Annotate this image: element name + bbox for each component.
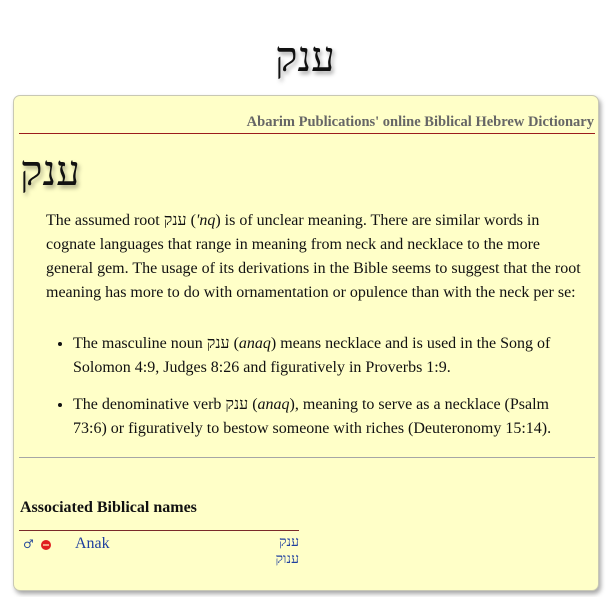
hebrew-form[interactable]: ענוק [275, 552, 299, 567]
meaning-transliteration: anaq [238, 335, 271, 352]
dictionary-card [13, 95, 599, 591]
name-row-anak [19, 534, 299, 570]
male-icon: ♂ [23, 537, 34, 551]
root-transliteration: 'nq [195, 212, 216, 229]
entry-heading: ענק [20, 149, 80, 195]
meaning-text-end: ) means necklace and is used in the Song of Solomon 4:9, Judges 8:26 and figuratively in Proverbs 1:9. [73, 335, 551, 376]
list-item [73, 393, 586, 441]
site-name[interactable]: Abarim Publications' online Biblical Hebrew Dictionary [246, 114, 594, 130]
intro-text-end: ) is of unclear meaning. There are similar words in cognate languages that range in meaning from neck and necklace to the more general gem. The usage of its derivations in the Bible seems to suggest that the root meaning has more to do with ornamentation or opulence than with the neck per se: [46, 212, 581, 301]
meaning-open-paren: ( [229, 335, 239, 352]
meaning-text-end: ), meaning to serve as a necklace (Psalm 73:6) or figuratively to bestow someone with riches (Deuteronomy 15:14). [73, 396, 552, 437]
intro-open-paren: ( [186, 212, 196, 229]
meanings-list [46, 332, 586, 454]
meaning-open-paren: ( [248, 396, 258, 413]
meaning-text-start: The denominative verb [73, 396, 226, 413]
hebrew-forms [275, 534, 299, 568]
meaning-text-start: The masculine noun [73, 335, 207, 352]
name-link-anak[interactable]: Anak [75, 535, 110, 552]
meaning-transliteration: anaq [257, 396, 290, 413]
names-divider [19, 530, 299, 531]
associated-names-heading: Associated Biblical names [20, 499, 197, 516]
intro-paragraph [46, 209, 586, 305]
hebrew-form[interactable]: ענק [279, 535, 299, 550]
intro-text-start: The assumed root [46, 212, 164, 229]
section-divider [19, 457, 595, 458]
page-title: ענק [275, 35, 335, 81]
meaning-hebrew: ענק [225, 396, 249, 413]
list-item [73, 332, 586, 380]
red-dot-icon [41, 540, 51, 550]
meaning-hebrew: ענק [206, 335, 230, 352]
root-hebrew: ענק [163, 212, 187, 229]
header-divider [19, 133, 595, 134]
